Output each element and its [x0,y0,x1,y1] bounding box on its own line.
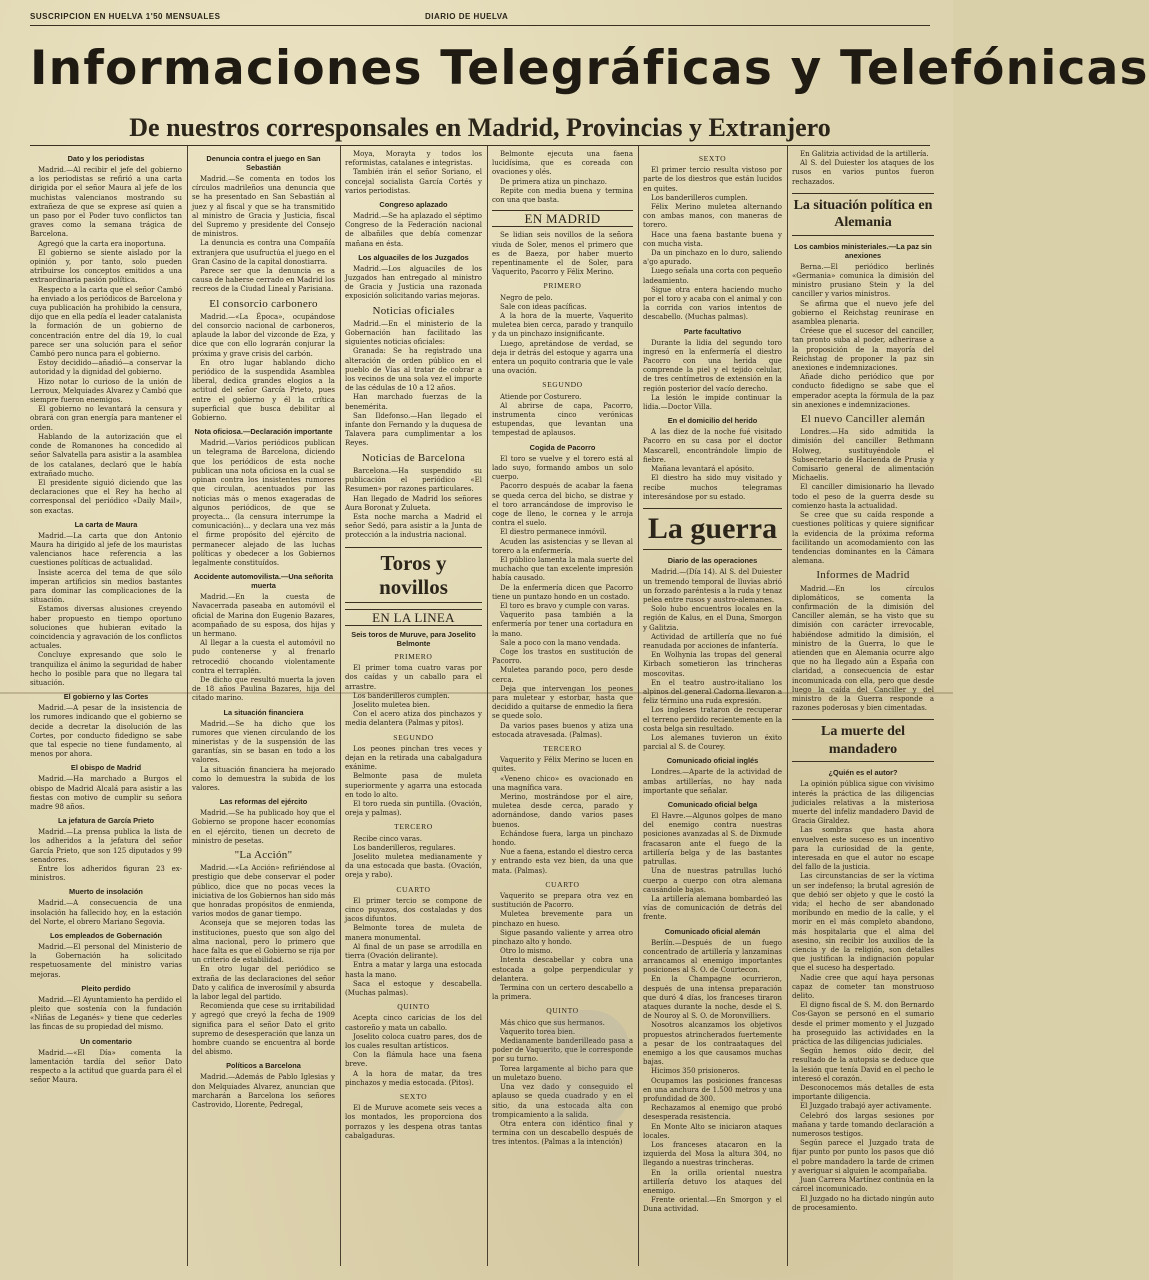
boxed-section-heading: EN LA LINEA [345,609,482,626]
article-paragraph: La lesión le impide continuar la lidia.—Doctor Villa. [643,393,782,412]
article-paragraph: Esta noche marcha a Madrid el señor Sedó, para asistir a la Junta de protección a la industria nacional. [345,512,482,540]
article-heading: Pleito perdido [81,983,131,993]
article-paragraph: Con la flámula hace una faena breve. [345,1051,482,1069]
article-paragraph: Madrid.—En los círculos diplomáticos, se comenta la confirmación de la dimisión del Canciller alemán, se ha visto que su dimisión con carácter irrevocable, habiéndose admitido la dimisión, el ministro de la Guerra, lo que le atienden que en Alemania ocurre algo que no ha llegado aún a España con claridad, a consecuencia de estar incomunicada con ella, pero que desde luego la caída del Canciller y del ministro de la Guerra responde a razones poderosas y bien cimentadas. [792,584,934,713]
article-paragraph: Negro de pelo. [500,293,553,302]
column-5 [643,150,782,1270]
article-paragraph: Recomienda que cese su irritabilidad y agregó que creyó la fecha de 1909 significa para el señor Dato el grito supremo de desesperación que lanza un hombre cuando se encuentra al borde del abismo. [192,1002,335,1057]
article-paragraph: Han marchado fuerzas de la benemérita. [345,393,482,411]
article-heading: Las reformas del ejército [219,797,308,807]
article-paragraph: Se cree que su caída responde a cuestiones políticas y quiere significar la evidencia de la próxima reforma facilitando un acomodamiento con las tendencias dominantes en la Cámara alemana. [792,511,934,566]
article-paragraph: Joselito coloca cuatro pares, dos de los cuales resultan artísticos. [345,1032,482,1050]
article-heading: El obispo de Madrid [70,763,142,773]
section-heading: "La Acción" [234,849,293,861]
article-paragraph: Joselito muletea medianamente y da una estocada que basta. (Ovación, oreja y rabo). [345,853,482,880]
column-2 [192,150,335,1270]
article-paragraph: Madrid.—A consecuencia de una insolación ha fallecido hoy, en la estación del Norte, el obrero Mariano Segovia. [30,899,182,926]
article-heading: Comunicado oficial belga [667,800,758,810]
main-headline: Informaciones Telegráficas y Telefónicas [30,41,1149,96]
article-heading: Denuncia contra el juego en San Sebastián [206,154,321,172]
article-paragraph: Otro lo mismo. [500,947,553,956]
article-paragraph: Madrid.—Varios periódicos publican un telegrama de Barcelona, diciendo que los periódicos de esta noche publican una nota oficiosa en la cual se opinan contra los insistentes rumores que circulan, acentuados por las noticias más o menos exageradas de algunos periódicos, de que se proyecta... (la censura interrumpe la comunicación)... y declara una vez más el firme propósito del ejército de permanecer alejado de las luchas políticas y obedecer a los Gobiernos legalmente constituídos. [192,439,335,567]
column-6 [792,150,934,1270]
bull-number-heading: QUINTO [397,1002,430,1012]
article-paragraph: Vaquerito se prepara otra vez en sustitución de Pacorro. [492,892,633,910]
article-heading: Los cambios ministeriales.—La paz sin anexiones [794,241,932,260]
article-paragraph: Luego, apretándose de verdad, se deja ir detrás del estoque y agarra una entera un poquito contraria que le vale una ovación. [492,339,633,376]
article-paragraph: Concluye expresando que solo le tranquiliza el ánimo la seguridad de haber hecho lo posible para que no llegara tal situación. [30,651,182,687]
article-paragraph: Agregó que la carta era inoportuna. [38,239,166,248]
article-paragraph: Nosotros alcanzamos los objetivos propuestos atrincherados fuertemente a pesar de los contraataques del enemigo a los que causamos muchas bajas. [643,1021,782,1067]
article-heading: Seis toros de Muruve, para Joselito Belmonte [351,630,476,648]
article-heading: Comunicado oficial alemán [664,926,761,936]
article-paragraph: Saca el estoque y descabella. (Muchas palmas). [345,979,482,997]
article-paragraph: Madrid.—A pesar de la insistencia de los rumores indicando que el gobierno se decide a decretar la disolución de las Cortes, por conducto fidedigno se sabe que tal especie no tiene fundamento, al menos por ahora. [30,704,182,759]
article-paragraph: El digno fiscal de S. M. don Bernardo Cos-Gayon se personó en el sumario desde el primer momento y el Juzgado ha proseguido las actividades en la práctica de las diligencias judiciales. [792,1001,934,1047]
article-heading: La situación financiera [223,707,304,717]
column-rule [638,146,639,1266]
article-paragraph: Insiste acerca del tema de que sólo imperan artificios sin medios bastantes para dominar las complicaciones de la situación. [30,568,182,605]
article-paragraph: Al abrirse de capa, Pacorro, instrumenta cinco verónicas estupendas, que levantan una tempestad de aplausos. [492,401,633,438]
article-paragraph: Luego señala una corta con pequeño ladeamiento. [643,267,782,285]
article-paragraph: Madrid.—«El Día» comenta la lamentación tardía del señor Dato respecto a la actitud que guarda para él el señor Maura. [30,1048,182,1085]
article-paragraph: Según parece el Juzgado trata de fijar punto por punto los pasos que dió el pobre mandadero la tarde de crimen y averiguar si alguien le acompañaba. [792,1139,934,1175]
article-paragraph: Los peones pinchan tres veces y dejan en la retirada una cabalgadura exánime. [345,744,482,772]
article-paragraph: Los banderilleros cumplen. [353,691,450,700]
bull-number-heading: QUINTO [546,1006,579,1016]
article-paragraph: Muletea parando poco, pero desde cerca. [492,666,633,684]
article-paragraph: Madrid.—Se ha dicho que los rumores que vienen circulando de los mineristas y de la suspensión de las garantías, sin se basan en todo a los valores. [192,719,335,765]
article-paragraph: Con el acero atiza dos pinchazos y media delantera (Palmas y pitos). [345,710,482,728]
article-heading: La jefatura de García Prieto [57,816,155,826]
article-paragraph: En otro lugar del periódico se extraña de las declaraciones del señor Dato y califica de inverosímil y absurda la labor legal del partido. [192,965,335,1002]
article-paragraph: Se afirma que el nuevo jefe del gobierno el Reichstag reunirase en asamblea plenaria. [792,299,934,327]
article-paragraph: Félix Merino muletea alternando con ambas manos, con maneras de torero. [643,203,782,230]
article-paragraph: Al S. del Duiester los ataques de los rusos en varios puntos fueron rechazados. [792,159,934,186]
column-rule [340,146,341,1266]
article-paragraph: Madrid.—Al recibir el jefe del gobierno a los periodistas se refirió a una carta dirigida por el señor Maura al jefe de los muchistas valencianos mostrando su extrañeza de que se exprese así quien a un paso por el Poder tuvo conflictos tan graves como la semana trágica de Barcelona. [30,166,182,239]
article-paragraph: Madrid.—En la cuesta de Navacerrada paseaba en automóvil el oficial de Marina don Eugenio Bazares, acompañado de su esposa, dos hijas y un hermano. [192,593,335,638]
article-paragraph: Madrid.—Además de Pablo Iglesias y don Melquiades Alvarez, anuncian que marcharán a Barcelona los señores Castrovido, Llorente, Pedregal, [192,1073,335,1110]
section-subheadline: De nuestros corresponsales en Madrid, Provincias y Extranjero [30,110,930,146]
article-paragraph: En Monte Alto se iniciaron ataques locales. [643,1122,782,1140]
column-rule [187,146,188,1266]
article-paragraph: El público lamenta la mala suerte del muchacho que tan excelente impresión había causado. [492,555,633,583]
article-paragraph: Hizo notar lo curioso de la unión de Lerroux, Melquiades Alvarez y Cambó que siempre fueron enemigos. [30,377,182,405]
article-paragraph: La artillería alemana bombardeó las vías de comunicación de detrás del frente. [643,894,782,922]
section-heading: El nuevo Canciller alemán [800,413,926,426]
article-paragraph: Acuden las asistencias y se llevan al torero a la enfermería. [492,537,633,555]
bull-number-heading: CUARTO [545,879,580,889]
article-paragraph: El toro es bravo y cumple con varas. [500,601,630,610]
article-paragraph: Entra a matar y larga una estocada hasta la mano. [345,961,482,979]
article-paragraph: De primera atiza un pinchazo. [500,177,607,186]
article-heading: ¿Quién es el autor? [828,768,898,778]
article-paragraph: El primer tercio se compone de cinco puyazos, dos costaladas y dos jacos difuntos. [345,896,482,924]
article-paragraph: Celebró dos largas sesiones por mañana y tarde tomando declaración a numerosos testigos. [792,1111,934,1139]
article-paragraph: Los banderilleros, regulares. [353,843,456,852]
article-paragraph: El canciller dimisionario ha llevado todo el peso de la guerra desde su comienzo hasta la actualidad. [792,483,934,510]
article-paragraph: Nue a faena, estando el diestro cerca y entrando esta vez bien, da una que mata. (Palmas). [492,848,633,875]
paper-name: DIARIO DE HUELVA [425,12,509,21]
bull-number-heading: TERCERO [394,822,433,832]
article-paragraph: Madrid.—La prensa publica la lista de los adheridos a la jefatura del señor García Prieto, que son 125 diputados y 99 senadores. [30,828,182,864]
article-paragraph: Sale con ideas pacíficas. [500,302,587,311]
article-paragraph: En otro lugar hablando dicho periódico de la suspendida Asamblea liberal, dedica grandes elogios a la actitud del señor García Prieto, pues entre el gobierno y él la crítica superficial que busca debilitar al Gobierno. [192,358,335,423]
article-paragraph: El diestro ha sido muy visitado y recibe muchos telegramas interesándose por su estado. [643,474,782,501]
boxed-section-heading: EN MADRID [492,210,633,227]
article-paragraph: Según hemos oído decir, del resultado de la autopsia se deduce que la lesión que tenía David en el pecho le interesó el corazón. [792,1047,934,1083]
masthead-strip [30,10,930,26]
article-paragraph: El presidente siguió diciendo que las declaraciones que el Rey ha hecho al corresponsal del periódico «Daily Mail», son exactas. [30,478,182,515]
article-paragraph: El gobierno no levantará la censura y obrará con gran energía para mantener el orden. [30,405,182,432]
article-heading: Los alguaciles de los Juzgados [358,252,469,262]
section-heading: Noticias de Barcelona [361,451,466,464]
article-paragraph: Moya, Morayta y todos los reformistas, catalanes e integristas. [345,150,482,168]
article-paragraph: «Veneno chico» es ovacionado en una magnífica vara. [492,774,633,792]
article-paragraph: Créese que el sucesor del canciller, tan pronto suba al poder, adherirase a la proposición de la mayoría del Reichstag de proponer la paz sin anexiones e indemnizaciones. [792,327,934,373]
bull-number-heading: SEGUNDO [393,732,434,742]
article-paragraph: Mañana levantará el apósito. [651,465,755,474]
bull-number-heading: SEXTO [698,154,727,163]
article-paragraph: El de Muruve acomete seis veces a los montados, les proporciona dos porrazos y les despena otras tantas cabalgaduras. [345,1104,482,1140]
article-paragraph: Al llegar a la cuesta el automóvil no pudo contenerse y al frenarlo retrocedió chocando violentamente contra el terraplén. [192,639,335,675]
bull-number-heading: PRIMERO [394,652,433,661]
column-3 [345,150,482,1270]
article-paragraph: Han llegado de Madrid los señores Aura Boronat y Zulueta. [345,494,482,512]
article-paragraph: A las diez de la noche fué visitado Pacorro en su casa por el doctor Mascarell, encontrándole limpio de fiebre. [643,428,782,464]
article-heading: Los empleados de Gobernación [49,931,163,941]
article-paragraph: Estoy decidido—añadió—a conservar la autoridad y la dignidad del gobierno. [30,359,182,377]
article-heading: Dato y los periodistas [67,154,145,163]
article-paragraph: De dicho que resultó muerta la joven de 18 años Paulina Bazares, hija del citado marino. [192,675,335,703]
article-paragraph: De la enfermería dicen que Pacorro tiene un puntazo hondo en un costado. [492,583,633,601]
article-heading: En el domicilio del herido [667,416,758,426]
article-paragraph: También irán el señor Soriano, el concejal socialista García Cortés y varios periodistas. [345,168,482,195]
article-paragraph: Da varios pases buenos y atiza una estocada atravesada. (Palmas). [492,721,633,739]
article-heading: Comunicado oficial inglés [666,756,759,766]
article-paragraph: Madrid.—En el ministerio de la Gobernación han facilitado las siguientes noticias oficiales: [345,319,482,347]
article-paragraph: Vaquerito y Félix Merino se lucen en quites. [492,756,633,774]
column-rule [787,146,788,1266]
article-paragraph: Madrid.—El personal del Ministerio de la Gobernación ha solicitado respetuosamente del ministro varias mejoras. [30,943,182,979]
article-heading: Congreso aplazado [379,200,448,210]
article-heading: Muerto de insolación [69,887,143,897]
article-paragraph: Una de nuestras patrullas luchó cuerpo a cuerpo con otra alemana causándole bajas. [643,867,782,894]
article-paragraph: Se lidian seis novillos de la señora viuda de Soler, menos el primero que es de Baeza, por haber muerto repentinamente el de Soler, para Vaquerito, Pacorro y Félix Merino. [492,231,633,277]
article-paragraph: El gobierno se siente aislado por la opinión y, por tanto, solo pueden atribuirse los conceptos emitidos a una extraordinaria pasión política. [30,248,182,285]
article-paragraph: La opinión pública sigue con vivísimo interés la práctica de las diligencias judiciales relativas a la misteriosa muerte del infeliz mandadero David de Gracia Giraldez. [792,780,934,826]
article-paragraph: Vaquerito pasa también a la enfermería por tener una cortadura en la mano. [492,611,633,638]
article-paragraph: San Ildefonso.—Han llegado el infante don Fernando y la duquesa de Talavera para cumplimentar a los Reyes. [345,411,482,448]
article-paragraph: Atiende por Costurero. [500,392,582,401]
article-paragraph: Pacorro después de acabar la faena se queda cerca del bicho, se distrae y el toro arrancándose de improviso le coge de lleno, le cornea y le arroja contra el suelo. [492,482,633,528]
article-paragraph: Repite con media buena y termina con una que basta. [492,186,633,205]
article-paragraph: El Juzgado no ha dictado ningún auto de procesamiento. [792,1194,934,1212]
article-paragraph: Belmonte ejecuta una faena lucidísima, que es coreada con ovaciones y olés. [492,150,633,177]
paper-fold-crease [0,692,953,694]
article-paragraph: Sigue pasando valiente y arrea otro pinchazo alto y hondo. [492,928,633,947]
article-paragraph: El diestro permanece inmóvil. [500,528,607,537]
article-paragraph: Acepta cinco caricias de los del castoreño y mata un caballo. [345,1014,482,1032]
article-paragraph: En Galitzia actividad de la artillería. [800,150,929,158]
article-paragraph: El primer toma cuatro varas por dos caídas y un caballo para el arrastre. [345,664,482,691]
article-paragraph: El primer tercio resulta vistoso por parte de los diestros que están lucidos en quites. [643,166,782,193]
article-heading: Cogida de Pacorro [529,442,596,452]
article-paragraph: Parece ser que la denuncia es a causa de haberse cerrado en Madrid los recreos de la Ciudad Lineal y Parisiana. [192,267,335,294]
article-paragraph: Belmonte torea de muleta de manera monumental. [345,924,482,942]
article-paragraph: La situación financiera ha mejorado como lo demuestra la subida de los valores. [192,765,335,792]
article-paragraph: Una vez dado y conseguido el aplauso se queda cuadrado y en el sitio, da una estocada alta con trompicamiento a la salida. [492,1083,633,1119]
article-heading: Políticos a Barcelona [226,1061,301,1071]
article-paragraph: Respecto a la carta que el señor Cambó ha enviado a los periódicos de Barcelona y cuya publicación ha prohibido la censura, dijo que en ella pedía el leader catalanista la formación de un gobierno de concentración entre del día 19, lo cual parece ser una solución para el señor Cambó pero nunca para el gobierno. [30,285,182,359]
article-paragraph: En la Champagne ocurrieron, después de una intensa preparación que duró 4 días, los franceses tiraron ataques durante la noche, desde el S. de Nouroy al S. O. de Moronvilliers. [643,975,782,1021]
article-paragraph: Muletea brevemente para un pinchazo en hueso. [492,910,633,928]
article-paragraph: Rechazamos al enemigo que probó desesperada resistencia. [643,1104,782,1122]
article-paragraph: El toro rueda sin puntilla. (Ovación, oreja y palmas). [345,800,482,818]
article-paragraph: En el teatro austro-italiano los alpinos del general Cadorna llevaron a feliz término una ruda expresión. [643,678,782,706]
article-paragraph: Hace una faena bastante buena y con mucha vista. [643,230,782,248]
section-heading: El consorcio carbonero [209,297,318,310]
article-paragraph: Los alemanes tuvieron un éxito parcial al S. de Courey. [643,734,782,752]
article-paragraph: Desconocemos más detalles de esta importante diligencia. [792,1084,934,1102]
article-paragraph: Madrid.—«La Época», ocupándose del consorcio nacional de carboneros, aplaude la labor del vizconde de Eza, y dice que con ello lograrán conjurar la próxima y grave crisis del carbón. [192,312,335,358]
article-paragraph: Ocupamos las posiciones francesas en una anchura de 1.500 metros y una profundidad de 300. [643,1076,782,1103]
article-heading: Un comentario [80,1036,132,1046]
article-paragraph: Los banderilleros cumplen. [651,193,748,202]
article-heading: Diario de las operaciones [667,556,758,566]
article-paragraph: Echándose fuera, larga un pinchazo hondo. [492,829,633,848]
article-heading: Accidente automovilista.—Una señorita muerta [193,572,334,591]
article-paragraph: Madrid.—Se ha publicado hoy que el Gobierno se propone hacer economías en el ejército, tienen un decreto de ministro de pesetas. [192,809,335,845]
feature-title: Toros y novillos [345,547,482,603]
article-paragraph: Joselito muletea bien. [353,701,430,710]
article-paragraph: Actividad de artillería que no fué reanudada por acciones de infantería. [643,632,782,651]
article-paragraph: Merino, mostrándose por el aire, muletea desde cerca, parado y adornándose, dando varios pases buenos. [492,793,633,829]
article-paragraph: Estamos diversas alusiones creyendo haber propuesto en tiempo oportuno soluciones que hubieran evitado la coincidencia y agravación de los conflictos actuales. [30,605,182,651]
article-paragraph: Recibe cinco varas. [353,834,422,843]
article-paragraph: Torea largamente al bicho para que un muletazo bueno. [492,1064,633,1082]
bull-number-heading: SEXTO [399,1091,428,1101]
library-stamp-mark [540,1010,630,1130]
column-1 [30,150,182,1270]
article-paragraph: Berlín.—Después de un fuego concentrado de artillería y lanzaminas arrancamos al enemigo importantes posiciones al S. O. de Courtecon. [643,938,782,975]
bull-number-heading: PRIMERO [543,281,582,291]
bull-number-heading: CUARTO [396,884,431,894]
article-paragraph: En la orilla oriental nuestra artillería detuvo los ataques del enemigo. [643,1168,782,1195]
article-paragraph: Las circunstancias de ser la víctima un ser indefenso; la brutal agresión de que debió ser objeto y que le costó la vida; el hecho de ser abandonado moribundo en medio de la calle, y el morir en el más completo abandono, más hospitalaria que el alma del asesino, sin recibir los auxilios de la ciencia y de la religión, son detalles que justifican la indignación popular que el suceso ha despertado. [792,872,934,973]
article-paragraph: Sigue otra entera haciendo mucho por el toro y acaba con el animal y con la corrida con varios intentos de descabello. (Muchas palmas). [643,285,782,322]
article-paragraph: Aconseja que se mejoren todas las instituciones, puesto que son algo del alma nacional, pero lo primero que hace falta es que el Gobierno se rija por un criterio de estabilidad. [192,919,335,965]
article-paragraph: Intenta descabellar y cobra una estocada a golpe perpendicular y delantera. [492,956,633,983]
section-heading: Noticias oficiales [372,304,455,317]
article-paragraph: Madrid.—Se ha aplazado el séptimo Congreso de la Federación nacional de albañiles que debía comenzar mañana en ésta. [345,212,482,248]
article-paragraph: Madrid.—«La Acción» refiriéndose al prestigio que debe conservar el poder público, dice que no pocas veces la iniciativa de los Gobiernos han sido más que honradas propósitos de enmienda, varios modos de ganar tiempo. [192,864,335,919]
bull-number-heading: SEGUNDO [542,380,583,390]
article-paragraph: Vaquerito torea bien. [500,1027,576,1036]
article-paragraph: Al final de un pase se arrodilla en tierra (Ovación delirante). [345,942,482,961]
article-paragraph: El Havre.—Algunos golpes de mano del enemigo contra nuestras posiciones avanzadas al S. de Dixmude fracasaron ante el fuego de la artillería belga y de las bastantes patrullas. [643,812,782,867]
feature-title: La situación política en Alemania [792,193,934,236]
article-paragraph: Juan Carrera Martínez continúa en la cárcel incomunicado. [792,1176,934,1194]
article-paragraph: Londres.—Ha sido admitida la dimisión del canciller Bethmann Holweg, sustituyéndole el Subsecretario de Hacienda de Prusia y Comisario general de alimentación Michaelis. [792,428,934,483]
bull-number-heading: TERCERO [543,743,582,753]
article-paragraph: A la hora de la muerte, Vaquerito muletea bien cerca, parado y tranquilo y da un pinchazo insignificante. [492,312,633,339]
article-paragraph: Añade dicho periódico que por conducto fidedigno se sabe que el emperador acepta la fórmula de la paz sin anexiones e indemnizaciones. [792,373,934,409]
article-paragraph: Deja que intervengan los peones para muletear y estorbar, hasta que decidido a quitarse de enmedio la fiera se quede solo. [492,684,633,721]
section-heading: Informes de Madrid [816,569,910,582]
article-paragraph: Madrid.—La carta que don Antonio Maura ha dirigido al jefe de los mauristas valencianos hace referencia a las cuestiones políticas de actualidad. [30,531,182,568]
article-paragraph: Madrid.—Los alguaciles de los Juzgados han entregado al ministro de Gracia y Justicia una razonada exposición solicitando varias mejoras. [345,264,482,301]
article-paragraph: Madrid.—El Ayuntamiento ha perdido el pleito que sostenía con la fundación «Niñas de Leganés» y tiene que cederles las fincas de su propiedad del mismo. [30,995,182,1032]
article-paragraph: Nadie cree que aquí haya personas capaz de cometer tan monstruoso delito. [792,973,934,1001]
article-paragraph: Solo hubo encuentros locales en la región de Kalus, en el Duna, Smorgon y Galitzia. [643,605,782,632]
article-heading: Nota oficiosa.—Declaración importante [194,427,333,437]
article-heading: Parte facultativo [683,326,742,336]
article-paragraph: Hablando de la autorización que el conde de Romanones ha concedido al señor Salvatella para asistir a la asamblea de los catalanes, declaró que le había extrañado mucho. [30,432,182,478]
article-paragraph: Madrid.—Se comenta en todos los círculos madrileños una denuncia que se ha presentado en San Sebastián al juez y al fiscal y que se ha transmitido al ministro de Gracia y Justicia, fiscal del Supremo y presidente del Consejo de ministros. [192,175,335,239]
article-paragraph: Belmonte pasa de muleta superiormente y agarra una estocada en todo lo alto. [345,772,482,799]
article-paragraph: Madrid.—Ha marchado a Burgos el obispo de Madrid Alcalá para asistir a las fiestas con motivo de cumplir su señora madre 98 años. [30,775,182,811]
article-paragraph: El Juzgado trabajó ayer activamente. [800,1102,932,1111]
article-paragraph: Más chico que sus hermanos. [500,1018,605,1027]
article-paragraph: Durante la lidia del segundo toro ingresó en la enfermería el diestro Pacorro con una herida que comprende la piel y el tejido celular, de tres centímetros de extensión en la región posterior del vacío derecho. [643,338,782,393]
article-paragraph: Coge los trastos en sustitución de Pacorro. [492,647,633,666]
article-paragraph: A la hora de matar, da tres pinchazos y media estocada. (Pitos). [345,1069,482,1087]
article-paragraph: Termina con un certero descabello a la primera. [492,984,633,1002]
article-paragraph: Hicimos 350 prisioneros. [651,1067,740,1076]
article-paragraph: Berna.—El periódico berlinés «Germania» comunica la dimisión del ministro prusiano Stein y la del canciller y varios ministros. [792,262,934,299]
article-paragraph: Barcelona.—Ha suspendido su publicación el periódico «El Resumen» por razones particulares. [345,466,482,494]
article-paragraph: Sale a poco con la mano vendada. [500,638,621,647]
article-paragraph: Da un pinchazo en lo duro, saliendo a'go apurado. [643,249,782,267]
column-rule [487,146,488,1266]
article-paragraph: Londres.—Aparte de la actividad de ambas artillerías, no hay nada importante que señalar. [643,768,782,795]
article-paragraph: Las sombras que hasta ahora envuelven este suceso es un incentivo para la curiosidad de la gente, interesada en que el autor no escape del fallo de la justicia. [792,826,934,872]
article-paragraph: El toro se vuelve y el torero está al lado suyo, formando ambos un solo cuerpo. [492,454,633,482]
article-paragraph: Los franceses atacaron en la izquierda del Mosa la altura 304, no llegando a nuestras trincheras. [643,1140,782,1168]
article-paragraph: Madrid.—(Día 14). Al S. del Duiester un tremendo temporal de lluvias abrió un forzado paréntesis a la ruda y tenaz pelea entre rusos y austro-alemanes. [643,568,782,605]
feature-title: La muerte del mandadero [792,719,934,762]
article-paragraph: La denuncia es contra una Compañía extranjera que usufructúa el juego en el Gran Casino de la capital donostiarra. [192,239,335,266]
article-heading: La carta de Maura [74,519,138,529]
article-paragraph: Otra entera con idéntico final y termina con un descabello después de tres intentos. (Palmas a la intención) [492,1119,633,1147]
feature-title: La guerra [643,508,782,551]
article-paragraph: Granada: Se ha registrado una alteración de orden público en el pueblo de Vías al tratar de cobrar a los vecinos de una sola vez el importe de las cédulas de 10 a 12 años. [345,347,482,393]
article-paragraph: Los ingleses trataron de recuperar el terreno perdido recientemente en la costa belga sin resultado. [643,706,782,733]
article-paragraph: Entre los adheridos figuran 23 ex-ministros. [30,865,182,883]
article-paragraph: Frente oriental.—En Smorgon y el Duna actividad. [643,1196,782,1214]
subscription-note: SUSCRIPCION EN HUELVA 1'50 MENSUALES [30,12,221,21]
article-heading: El gobierno y las Cortes [63,692,149,702]
article-paragraph: En Wolhynia las tropas del general Kirbach sometieron las trincheras moscovitas. [643,651,782,678]
article-paragraph: Medianamente banderilleado pasa a poder de Vaquerito, que le corresponde por su turno. [492,1037,633,1064]
